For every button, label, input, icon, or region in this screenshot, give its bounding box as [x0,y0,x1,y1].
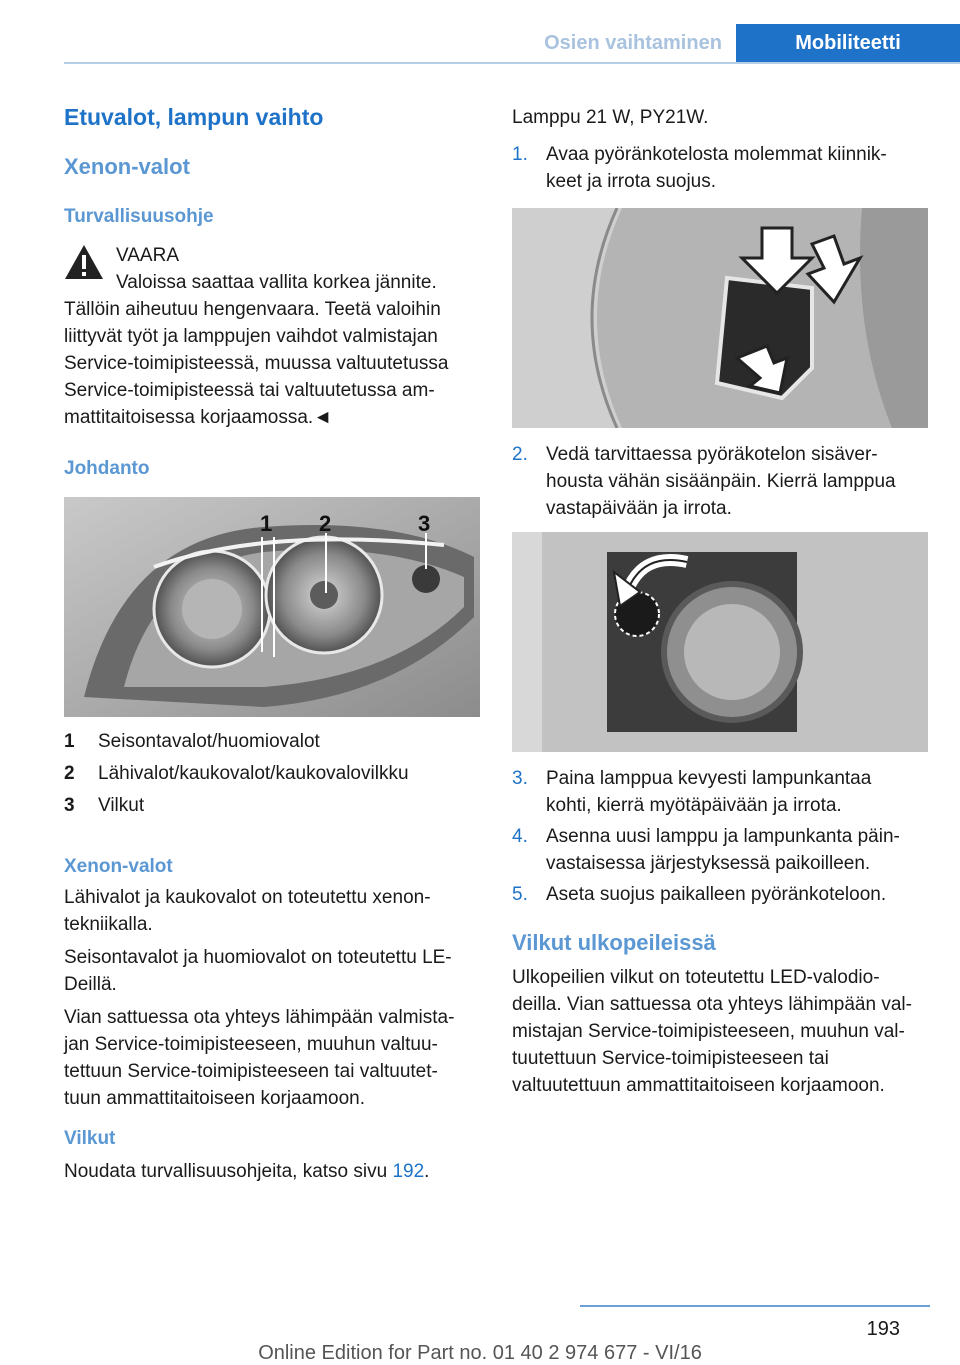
header-divider [64,62,960,64]
vilkut-heading: Vilkut [64,1128,116,1149]
xenon-paragraph: Seisontavalot ja huomiovalot on toteutettu LE- Deillä. [64,947,452,995]
wheel-arch-cover-image [512,208,928,428]
legend-text: Vilkut [98,795,145,816]
step-number: 1. [512,144,528,165]
lamp-spec: Lamppu 21 W, PY21W. [512,107,709,128]
step-number: 3. [512,768,528,789]
xenon-paragraph: Vian sattuessa ota yhteys lähimpään valmista- jan Service-toimipisteeseen, muuhun valtuu- tettuun Service-toimipisteeseen tai valtuutet- tuun ammattitaitoiseen korjaamoon. [64,1007,455,1109]
mirror-paragraph: Ulkopeilien vilkut on toteutettu LED-valodio- deilla. Vian sattuessa ota yhteys lähimpään val- mistajan Service-toimipisteeseen, muuhun val- tuutettuun Service-toimipisteeseen tai valtuutettuun ammattitaitoiseen korjaamoon. [512,967,912,1096]
step-number: 4. [512,826,528,847]
lamp-socket-image [512,532,928,752]
safety-heading: Turvallisuusohje [64,206,214,227]
legend-text: Seisontavalot/huomiovalot [98,731,320,752]
warning-text: Tällöin aiheutuu hengenvaara. Teetä valoihin liittyvät työt ja lamppujen vaihdot valmistajan Service-toimipisteessä, muussa valtuutetussa Service-toimipisteessä tai valtuutetussa am- mattitaitoisessa korjaamossa.◄ [64,299,449,428]
footer-divider [580,1305,930,1307]
headlight-image [64,497,480,717]
step-text: Vedä tarvittaessa pyöräkotelon sisäver- housta vähän sisäänpäin. Kierrä lamppua vastapäivään ja irrota. [546,444,896,519]
tab-osien-vaihtaminen[interactable]: Osien vaihtaminen [544,32,722,54]
warning-icon [64,244,104,280]
tab-mobiliteetti[interactable]: Mobiliteetti [736,24,960,62]
callout-1: 1 [260,511,273,536]
legend-number: 2 [64,763,75,784]
callout-2: 2 [319,511,332,536]
edition-footer: Online Edition for Part no. 01 40 2 974 677 - VI/16 [258,1342,702,1364]
step-number: 2. [512,444,528,465]
step-text: Aseta suojus paikalleen pyöränkoteloon. [546,884,887,905]
step-text: Avaa pyöränkotelosta molemmat kiinnik- keet ja irrota suojus. [546,144,887,192]
page-link[interactable]: 192 [392,1161,425,1182]
vilkut-paragraph: Noudata turvallisuusohjeita, katso sivu 192. [64,1161,430,1182]
subsection-title: Xenon-valot [64,154,190,179]
step-number: 5. [512,884,528,905]
intro-heading: Johdanto [64,458,150,479]
step-text: Paina lamppua kevyesti lampunkantaa kohti, kierrä myötäpäivään ja irrota. [546,768,872,816]
legend-text: Lähivalot/kaukovalot/kaukovalovilkku [98,763,409,784]
mirror-heading: Vilkut ulkopeileissä [512,930,716,955]
xenon-paragraph: Lähivalot ja kaukovalot on toteutettu xenon- tekniikalla. [64,887,431,935]
section-title: Etuvalot, lampun vaihto [64,104,324,130]
callout-3: 3 [418,511,431,536]
warning-title: VAARA [116,245,180,266]
step-text: Asenna uusi lamppu ja lampunkanta päin- vastaisessa järjestyksessä paikoilleen. [546,826,900,874]
legend-number: 3 [64,795,75,816]
xenon-heading: Xenon-valot [64,856,173,877]
warning-line: Valoissa saattaa vallita korkea jännite. [116,272,437,293]
legend-number: 1 [64,731,75,752]
page-number: 193 [866,1318,900,1340]
